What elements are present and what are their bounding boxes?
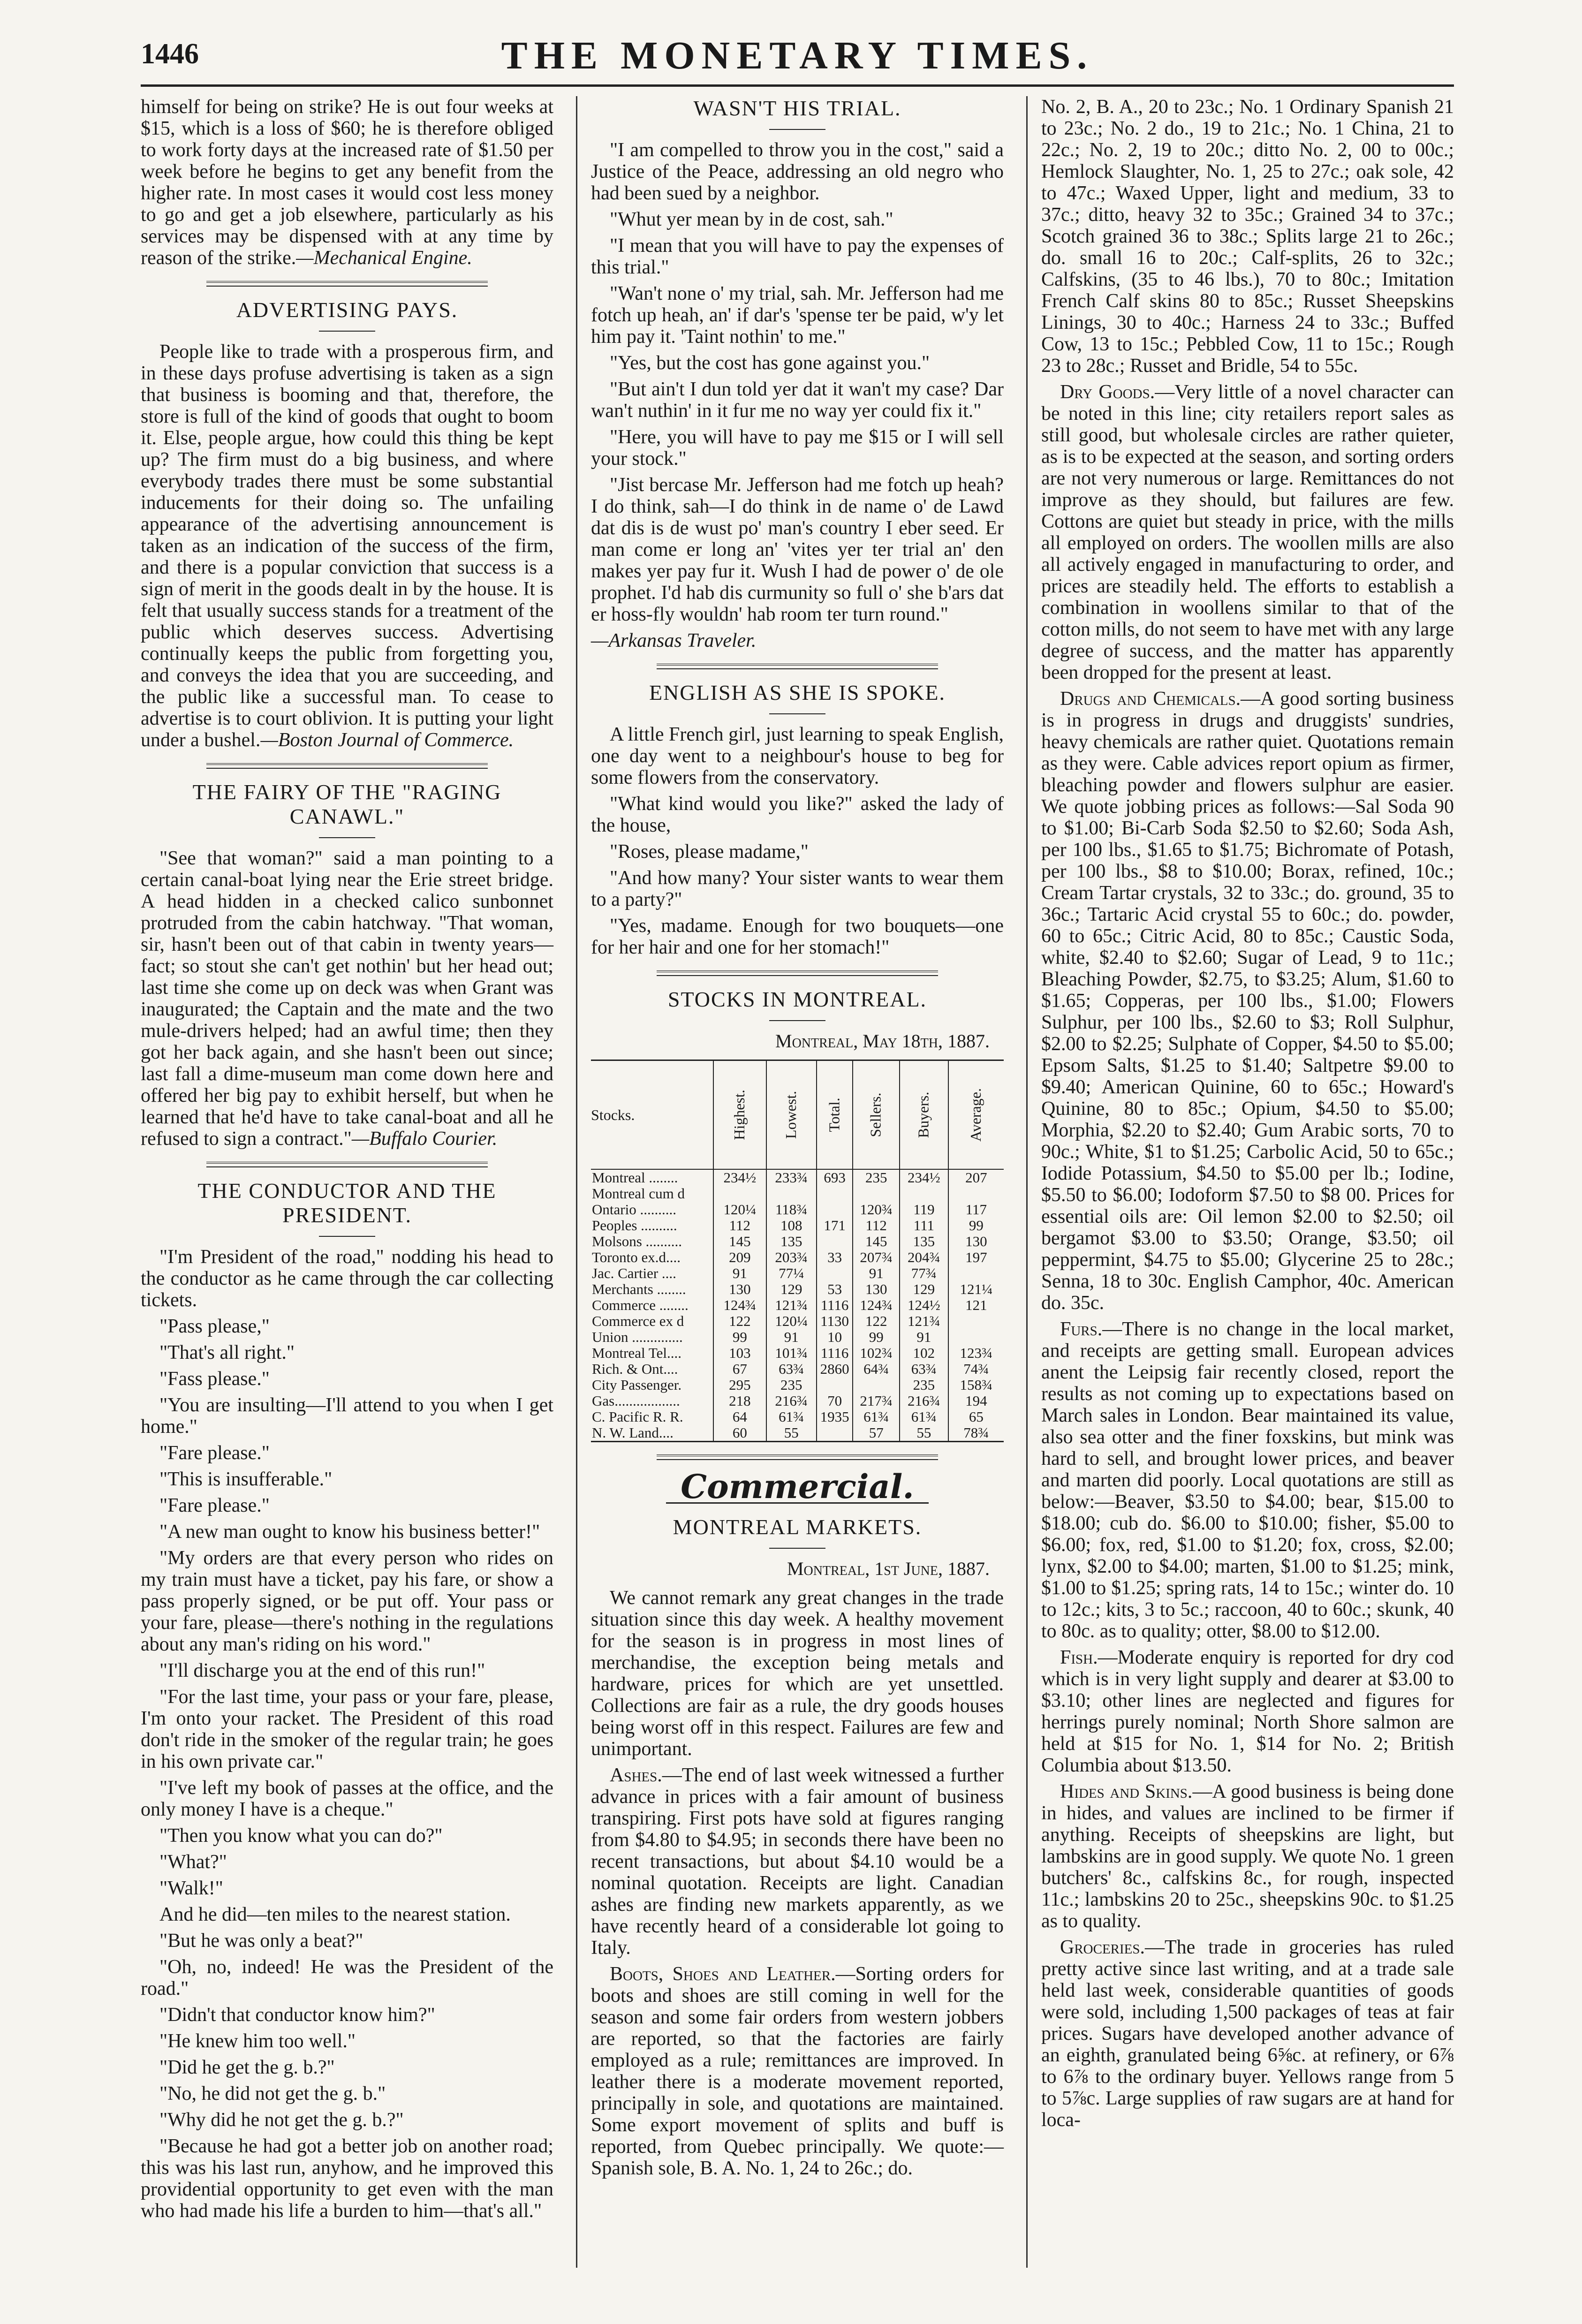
stocks-row <box>591 1361 1004 1377</box>
stocks-cell <box>948 1329 1004 1345</box>
column-divider <box>1026 96 1028 2268</box>
story-line: "A new man ought to know his business better!" <box>159 1521 540 1543</box>
story-line: "Why did he not get the g. b.?" <box>159 2109 404 2131</box>
stocks-cell: 217¾ <box>853 1393 900 1409</box>
stocks-cell: 207 <box>948 1169 1004 1186</box>
fairy-heading: THE FAIRY OF THE "RAGING CANAWL." <box>192 780 502 828</box>
stocks-row <box>591 1345 1004 1361</box>
story-line: "I'll discharge you at the end of this run!" <box>159 1660 485 1681</box>
stocks-heading: STOCKS IN MONTREAL. <box>667 987 927 1011</box>
stocks-cell: 194 <box>948 1393 1004 1409</box>
stocks-header: Highest. <box>713 1060 766 1170</box>
stocks-cell: 77¾ <box>900 1265 948 1281</box>
hides-paragraph: Hides and Skins.—A good business is being done in hides, and values are inclined to be firmer if anything. Receipts of sheepskins are light, but lambskins are in good supply. We quote No. 1 green butchers' 8c., calfskins 8c., for rough, inspected 11c.; lambskins 20 to 25c., sheepskins 90c. to $1.25 as to quality. <box>1041 1781 1454 1932</box>
stocks-cell: C. Pacific R. R. <box>592 1408 683 1425</box>
stocks-cell: 64 <box>713 1409 766 1425</box>
conductor-heading: THE CONDUCTOR AND THE PRESIDENT. <box>197 1179 497 1227</box>
stocks-cell: 207¾ <box>853 1249 900 1265</box>
story-line: "My orders are that every person who rides on my train must have a ticket, pay his fare, or show a pass properly signed, or be put off. Your pass or your fare, please—there's nothing in the regulations about any man's riding on his word." <box>141 1547 553 1655</box>
stocks-row <box>591 1218 1004 1234</box>
markets-date: Montreal, 1st June, 1887. <box>787 1558 990 1579</box>
story-line: "Yes, but the cost has gone against you." <box>610 352 930 374</box>
stocks-cell: 135 <box>900 1234 948 1249</box>
stocks-row <box>591 1313 1004 1329</box>
stocks-cell: 63¾ <box>766 1361 817 1377</box>
section-rule <box>206 1162 488 1167</box>
stocks-cell: 10 <box>817 1329 853 1345</box>
stocks-cell: 65 <box>948 1409 1004 1425</box>
stocks-row <box>591 1281 1004 1297</box>
story-line: "But he was only a beat?" <box>159 1930 363 1952</box>
stocks-cell <box>817 1425 853 1442</box>
story-line: "Fare please." <box>159 1495 270 1516</box>
column-3 <box>1041 96 1454 2135</box>
fish-paragraph: Fish.—Moderate enquiry is reported for dry cod which is in very light supply and dearer at $3.00 to $3.10; other lines are neglected and figures for herrings purely nominal; North Shore salmon are held at $15 for No. 1, $14 for No. 2; British Columbia about $13.50. <box>1041 1647 1454 1776</box>
stocks-header: Total. <box>817 1060 853 1170</box>
story-line: "This is insufferable." <box>159 1469 333 1490</box>
stocks-cell: 60 <box>713 1425 766 1442</box>
stocks-cell: City Passenger. <box>592 1377 682 1393</box>
stocks-cell: 124¾ <box>713 1297 766 1313</box>
story-line: "He knew him too well." <box>159 2030 356 2052</box>
stocks-cell: Montreal ........ <box>592 1169 678 1186</box>
stocks-cell: 53 <box>817 1281 853 1297</box>
stocks-cell: 218 <box>713 1393 766 1409</box>
stocks-cell: 235 <box>900 1377 948 1393</box>
story-line: "Whut yer mean by in de cost, sah." <box>610 209 893 230</box>
stocks-cell: 99 <box>713 1329 766 1345</box>
stocks-cell: 121 <box>948 1297 1004 1313</box>
stocks-header: Average. <box>948 1060 1004 1170</box>
stocks-cell: 124¾ <box>853 1297 900 1313</box>
stocks-cell: 1935 <box>817 1409 853 1425</box>
strike-paragraph: himself for being on strike? He is out four weeks at $15, which is a loss of $60; he is therefore obliged to work forty days at the increased rate of $1.50 per week before he begins to get any benefit from the higher rate. In most cases it would cost less money to go and get a job elsewhere, particularly as his services may be dispensed with at any time by reason of the strike.—Mechanical Engine. <box>141 96 553 269</box>
furs-paragraph: Furs.—There is no change in the local market, and receipts are getting small. European advices anent the Leipsig fair recently closed, report the results as not coming up to expectations based on March sales in London. Bear maintained its value, also sea otter and the finer foxskins, but mink was hard to sell, and brought lower prices, and beaver and marten did poorly. Local quotations are still as below:—Beaver, $3.50 to $4.00; bear, $15.00 to $18.00; cub do. $6.00 to $10.00; fisher, $5.00 to $6.00; fox, red, $1.00 to $1.20; fox, cross, $2.00; lynx, $2.00 to $4.00; marten, $1.00 to $1.25; mink, $1.00 to $1.25; spring rats, 14 to 15c.; winter do. 10 to 12c.; kits, 3 to 5c.; raccoon, 40 to 60c.; skunk, 40 to 80c. as to quality; otter, $8.00 to $12.00. <box>1041 1318 1454 1642</box>
trial-heading: WASN'T HIS TRIAL. <box>693 96 901 120</box>
stocks-cell: 121¾ <box>900 1313 948 1329</box>
stocks-row <box>591 1393 1004 1409</box>
story-line: "What?" <box>159 1851 227 1873</box>
column-1 <box>141 96 553 2226</box>
stocks-cell: 129 <box>900 1281 948 1297</box>
stocks-cell: 63¾ <box>900 1361 948 1377</box>
advertising-paragraph: People like to trade with a prosperous firm, and in these days profuse advertising is taken as a sign that business is booming and that, therefore, the store is full of the kind of goods that ought to boom it. Else, people argue, how could this thing be kept up? The firm must do a big business, and where everybody trades there must be some substantial inducements for their doing so. The unfailing appearance of the advertising announcement is taken as an indication of the success of the firm, and there is a popular conviction that success is a sign of merit in the goods dealt in by the house. It is felt that usually success stands for a treatment of the public which deserves success. Advertising continually keeps the public from forgetting you, and conveys the idea that you are succeeding, and the public like a successful man. To cease to advertise is to court oblivion. It is putting your light under a bushel.—Boston Journal of Commerce. <box>141 341 553 751</box>
stocks-cell: 118¾ <box>766 1202 817 1218</box>
stocks-row <box>591 1186 1004 1202</box>
story-line: "Pass please," <box>159 1316 270 1337</box>
stocks-cell: 108 <box>766 1218 817 1234</box>
stocks-cell <box>900 1186 948 1202</box>
stocks-cell <box>817 1265 853 1281</box>
stocks-cell: 204¾ <box>900 1249 948 1265</box>
story-line: "Fass please." <box>159 1368 270 1390</box>
stocks-cell: 120¼ <box>766 1313 817 1329</box>
stocks-cell: 55 <box>766 1425 817 1442</box>
stocks-cell: 74¾ <box>948 1361 1004 1377</box>
stocks-header: Buyers. <box>900 1060 948 1170</box>
stocks-cell: 235 <box>853 1169 900 1186</box>
stocks-cell <box>853 1377 900 1393</box>
stocks-cell: N. W. Land.... <box>592 1424 674 1441</box>
stocks-cell <box>853 1186 900 1202</box>
stocks-cell: 2860 <box>817 1361 853 1377</box>
stocks-cell: 124½ <box>900 1297 948 1313</box>
stocks-cell: 123¾ <box>948 1345 1004 1361</box>
story-line: "I'm President of the road," nodding his head to the conductor as he came through the car collecting tickets. <box>141 1246 553 1311</box>
story-line: "Then you know what you can do?" <box>159 1825 443 1847</box>
section-rule <box>657 1454 938 1460</box>
stocks-cell: 112 <box>853 1218 900 1234</box>
stocks-cell: 61¾ <box>766 1409 817 1425</box>
stocks-cell: 135 <box>766 1234 817 1249</box>
stocks-cell: 91 <box>766 1329 817 1345</box>
story-line: "I've left my book of passes at the office, and the only money I have is a cheque." <box>141 1777 553 1820</box>
story-line: A little French girl, just learning to speak English, one day went to a neighbour's house to beg for some flowers from the conservatory. <box>591 724 1004 788</box>
stocks-cell: Ontario .......... <box>592 1201 676 1218</box>
stocks-row <box>591 1377 1004 1393</box>
stocks-cell: 99 <box>853 1329 900 1345</box>
stocks-table <box>591 1060 1004 1442</box>
story-line: "But ain't I dun told yer dat it wan't my case? Dar wan't nuthin' in it fur me no way yer could fix it." <box>591 379 1004 422</box>
stocks-cell: 61¾ <box>900 1409 948 1425</box>
stocks-cell: Montreal Tel.... <box>592 1345 681 1361</box>
stocks-header: Lowest. <box>766 1060 817 1170</box>
stocks-cell <box>948 1313 1004 1329</box>
stocks-cell: 64¾ <box>853 1361 900 1377</box>
story-line: "I am compelled to throw you in the cost," said a Justice of the Peace, addressing an old negro who had been sued by a neighbor. <box>591 139 1004 204</box>
ashes-paragraph: Ashes.—The end of last week witnessed a further advance in prices with a fair amount of business transpiring. First pots have sold at figures ranging from $4.80 to $4.95; in seconds there have been no recent transactions, but about $4.10 would be a nominal quotation. Receipts are light. Canadian ashes are finding new markets apparently, as we have recently heard of a considerable lot going to Italy. <box>591 1764 1004 1959</box>
stocks-cell: Jac. Cartier .... <box>592 1265 676 1281</box>
advertising-heading: ADVERTISING PAYS. <box>236 298 458 322</box>
commercial-heading: Commercial. <box>681 1467 914 1506</box>
stocks-row <box>591 1409 1004 1425</box>
story-line: "For the last time, your pass or your fare, please, I'm onto your racket. The President of this road don't ride in the smoker of the regular train; he goes in his own private car." <box>141 1686 553 1772</box>
story-line: And he did—ten miles to the nearest station. <box>159 1904 511 1925</box>
stocks-cell: 171 <box>817 1218 853 1234</box>
stocks-cell: 77¼ <box>766 1265 817 1281</box>
stocks-cell: 197 <box>948 1249 1004 1265</box>
masthead-title: THE MONETARY TIMES. <box>501 34 1094 77</box>
stocks-cell: 145 <box>713 1234 766 1249</box>
stocks-cell <box>817 1377 853 1393</box>
story-line: "Fare please." <box>159 1442 270 1464</box>
column-2 <box>591 96 1004 2184</box>
stocks-cell: 130 <box>713 1281 766 1297</box>
stocks-cell: 112 <box>713 1218 766 1234</box>
trial-attribution: —Arkansas Traveler. <box>591 630 757 651</box>
story-line: "Walk!" <box>159 1877 223 1899</box>
story-line: "Yes, madame. Enough for two bouquets—one for her hair and one for her stomach!" <box>591 915 1004 958</box>
stocks-row <box>591 1265 1004 1281</box>
stocks-cell: 102 <box>900 1345 948 1361</box>
stocks-cell: 119 <box>900 1202 948 1218</box>
english-heading: ENGLISH AS SHE IS SPOKE. <box>649 681 946 704</box>
story-line: "You are insulting—I'll attend to you when I get home." <box>141 1394 553 1438</box>
stocks-cell: 102¾ <box>853 1345 900 1361</box>
story-line: "No, he did not get the g. b." <box>159 2083 386 2104</box>
stocks-cell <box>817 1202 853 1218</box>
section-rule <box>657 664 938 669</box>
stocks-header: Stocks. <box>591 1060 713 1170</box>
story-line: "Roses, please madame," <box>610 841 809 863</box>
stocks-cell: 33 <box>817 1249 853 1265</box>
stocks-cell: 91 <box>900 1329 948 1345</box>
leather-continued: No. 2, B. A., 20 to 23c.; No. 1 Ordinary Spanish 21 to 23c.; No. 2 do., 19 to 21c.; No. 1 China, 21 to 22c.; No. 2, 19 to 20c.; ditto No. 2, 00 to 00c.; Hemlock Slaughter, No. 1, 25 to 27c.; oak sole, 42 to 47c.; Waxed Upper, light and medium, 33 to 37c.; ditto, heavy 32 to 35c.; Grained 34 to 37c.; Scotch grained 36 to 38c.; Splits large 21 to 26c.; do. small 16 to 20c.; Calf-splits, 26 to 32c.; Calfskins, (35 to 46 lbs.), 70 to 80c.; Imitation French Calf skins 80 to 85c.; Russet Sheepskins Linings, 30 to 40c.; Harness 24 to 33c.; Buffed Cow, 13 to 15c.; Pebbled Cow, 11 to 15c.; Rough 23 to 28c.; Russet and Bridle, 54 to 55c. <box>1041 96 1454 377</box>
stocks-cell: 234½ <box>713 1169 766 1186</box>
stocks-cell: 67 <box>713 1361 766 1377</box>
groceries-paragraph: Groceries.—The trade in groceries has ruled pretty active since last writing, and at a trade sale held last week, considerable quantities of goods were sold, including 1,500 packages of teas at fair prices. Sugars have developed another advance of an eighth, granulated being 6⅝c. at refinery, or 6⅞ to 6⅞ to the ordinary buyer. Yellows range from 5 to 5⅞c. Large supplies of raw sugars are at hand for loca- <box>1041 1937 1454 2131</box>
story-line: "Did he get the g. b.?" <box>159 2057 335 2078</box>
stocks-cell: 78¾ <box>948 1425 1004 1442</box>
section-rule <box>206 281 488 287</box>
stocks-cell: 122 <box>713 1313 766 1329</box>
markets-heading: MONTREAL MARKETS. <box>673 1515 922 1539</box>
stocks-cell: 209 <box>713 1249 766 1265</box>
stocks-cell: 57 <box>853 1425 900 1442</box>
dry-goods-paragraph: Dry Goods.—Very little of a novel character can be noted in this line; city retailers report sales as still good, but wholesale circles are rather quieter, as is to be expected at the season, and sorting orders are not very numerous or large. Remittances do not improve as they should, but failures are few. Cottons are quiet but steady in price, with the mills all employed on orders. The woollen mills are also all actively engaged in manufacturing to order, and prices are steadily held. The efforts to establish a combination in woollens similar to that of the cotton mills, do not seem to have met with any large degree of success, and the matter has apparently been dropped for the present at least. <box>1041 381 1454 683</box>
stocks-row <box>591 1202 1004 1218</box>
stocks-cell: 111 <box>900 1218 948 1234</box>
stocks-cell: 158¾ <box>948 1377 1004 1393</box>
stocks-cell: 1116 <box>817 1345 853 1361</box>
stocks-cell: 55 <box>900 1425 948 1442</box>
stocks-cell: 120¾ <box>853 1202 900 1218</box>
stocks-cell: Commerce ex d <box>592 1313 684 1329</box>
stocks-cell <box>766 1186 817 1202</box>
story-line: "Jist bercase Mr. Jefferson had me fotch up heah? I do think, sah—I do think in de name o' de Lawd dat dis is de wust po' man's country I eber seed. Er man come er long an' 'vites yer ter trial an' den makes yer pay fur it. Wush I had de power o' de ole prophet. I'd hab dis curmunity so full o' she b'ars dat er hoss-fly wouldn' hab room ter turn round." <box>591 474 1004 625</box>
stocks-cell: 91 <box>713 1265 766 1281</box>
trial-story <box>591 139 1004 625</box>
stocks-cell <box>713 1186 766 1202</box>
stocks-cell: 91 <box>853 1265 900 1281</box>
stocks-cell: 295 <box>713 1377 766 1393</box>
stocks-row <box>591 1297 1004 1313</box>
stocks-cell: Toronto ex.d.... <box>592 1249 681 1265</box>
stocks-cell: 122 <box>853 1313 900 1329</box>
story-line: "Here, you will have to pay me $15 or I will sell your stock." <box>591 426 1004 469</box>
stocks-cell: Gas.................. <box>592 1393 680 1409</box>
drugs-paragraph: Drugs and Chemicals.—A good sorting business is in progress in drugs and druggists' sundries, heavy chemicals are rather quiet. Quotations remain as they were. Cable advices report opium as firmer, bleaching powder and flowers sulphur are easier. We quote jobbing prices as follows:—Sal Soda 90 to $1.00; Bi-Carb Soda $2.50 to $2.60; Soda Ash, per 100 lbs., $1.65 to $1.75; Bichromate of Potash, per 100 lbs., $8 to $10.00; Borax, refined, 10c.; Cream Tartar crystals, 32 to 33c.; do. ground, 35 to 36c.; Tartaric Acid crystal 55 to 60c.; do. powder, 60 to 65c.; Citric Acid, 80 to 85c.; Caustic Soda, white, $2.40 to $2.60; Sugar of Lead, 9 to 11c.; Bleaching Powder, $2.75, to $3.25; Alum, $1.60 to $1.65; Copperas, per 100 lbs., $1.00; Flowers Sulphur, per 100 lbs., $2.60 to $3; Roll Sulphur, $2.00 to $2.25; Sulphate of Copper, $4.50 to $5.00; Epsom Salts, $1.25 to $1.40; Saltpetre $9.00 to $9.40; American Quinine, 60 to 65c.; Howard's Quinine, 80 to 85c.; Opium, $4.50 to $5.00; Morphia, $2.20 to $2.40; Gum Arabic sorts, 70 to 90c.; White, $1 to $1.25; Carbolic Acid, 50 to 65c.; Iodide Potassium, $4.50 to $5.00 per lb.; Iodine, $5.50 to $6.00; Iodoform $7.50 to $8 00. Prices for essential oils are: Oil lemon $2.00 to $2.50; oil bergamot $3.00 to $3.50; Orange, $3.50; oil peppermint, $4.75 to $5.00; Glycerine 25 to 28c.; Senna, 18 to 30c. English Camphor, 40c. American do. 35c. <box>1041 688 1454 1314</box>
story-line: "Because he had got a better job on another road; this was his last run, anyhow, and he improved this providential opportunity to get even with the man who had made his life a burden to him—that's all." <box>141 2135 553 2222</box>
column-divider <box>576 96 577 2268</box>
stocks-cell: 130 <box>853 1281 900 1297</box>
stocks-row <box>591 1169 1004 1186</box>
stocks-cell: 120¼ <box>713 1202 766 1218</box>
story-line: "That's all right." <box>159 1342 295 1363</box>
story-line: "I mean that you will have to pay the expenses of this trial." <box>591 235 1004 278</box>
story-line: "And how many? Your sister wants to wear them to a party?" <box>591 867 1004 910</box>
stocks-cell: 216¾ <box>900 1393 948 1409</box>
story-line: "Wan't none o' my trial, sah. Mr. Jefferson had me fotch up heah, an' if dar's 'spense ter be paid, w'y let him pay it. 'Taint nothin' to me." <box>591 283 1004 348</box>
stocks-cell: 121¼ <box>948 1281 1004 1297</box>
stocks-row <box>591 1249 1004 1265</box>
stocks-cell: 1130 <box>817 1313 853 1329</box>
stocks-cell: 129 <box>766 1281 817 1297</box>
conductor-story <box>141 1246 553 2222</box>
markets-intro: We cannot remark any great changes in the trade situation since this day week. A healthy movement for the season is in progress in most lines of merchandise, the exception being metals and hardware, prices for which are yet unsettled. Collections are fair as a rule, the dry goods houses being worst off in this respect. Failures are few and unimportant. <box>591 1587 1004 1760</box>
stocks-cell: 101¾ <box>766 1345 817 1361</box>
story-line: "Didn't that conductor know him?" <box>159 2004 435 2026</box>
stocks-cell: Peoples .......... <box>592 1217 677 1234</box>
stocks-cell <box>817 1234 853 1249</box>
stocks-cell: 121¾ <box>766 1297 817 1313</box>
stocks-cell: Union .............. <box>592 1329 683 1345</box>
stocks-cell <box>817 1186 853 1202</box>
stocks-row <box>591 1329 1004 1345</box>
story-line: "Oh, no, indeed! He was the President of the road." <box>141 1956 553 1999</box>
stocks-cell: 1116 <box>817 1297 853 1313</box>
stocks-cell: 70 <box>817 1393 853 1409</box>
english-story <box>591 724 1004 958</box>
stocks-cell: 103 <box>713 1345 766 1361</box>
stocks-header: Sellers. <box>853 1060 900 1170</box>
stocks-cell: 99 <box>948 1218 1004 1234</box>
stocks-cell: 233¾ <box>766 1169 817 1186</box>
stocks-cell: 117 <box>948 1202 1004 1218</box>
page-number: 1446 <box>141 38 199 70</box>
stocks-cell: 130 <box>948 1234 1004 1249</box>
stocks-cell <box>948 1265 1004 1281</box>
stocks-cell: 216¾ <box>766 1393 817 1409</box>
stocks-cell: 235 <box>766 1377 817 1393</box>
stocks-date: Montreal, May 18th, 1887. <box>775 1030 990 1052</box>
stocks-cell: 234½ <box>900 1169 948 1186</box>
stocks-row <box>591 1425 1004 1442</box>
stocks-cell: Rich. & Ont.... <box>592 1361 678 1377</box>
stocks-cell: Merchants ........ <box>592 1281 686 1297</box>
stocks-row <box>591 1234 1004 1249</box>
page-header <box>141 33 1454 87</box>
story-line: "What kind would you like?" asked the lady of the house, <box>591 793 1004 836</box>
stocks-cell: 61¾ <box>853 1409 900 1425</box>
stocks-cell: Molsons .......... <box>592 1233 682 1249</box>
fairy-paragraph: "See that woman?" said a man pointing to a certain canal-boat lying near the Erie street bridge. A head hidden in a checked calico sunbonnet protruded from the cabin hatchway. "That woman, sir, hasn't been out of that cabin in twenty years—fact; so stout she can't get nothin' but her head out; last time she come up on deck was when Grant was inaugurated; the Captain and the mate and the two mule-drivers helped; had an awful time; then they got her back again, and she hasn't been out since; last fall a dime-museum man come down here and offered her big pay to exhibit herself, but when he learned that he'd have to take canal-boat and all he refused to sign a contract."—Buffalo Courier. <box>141 848 553 1150</box>
section-rule <box>657 970 938 976</box>
stocks-cell: 203¾ <box>766 1249 817 1265</box>
stocks-cell: 693 <box>817 1169 853 1186</box>
stocks-cell: Commerce ........ <box>592 1297 689 1313</box>
stocks-cell <box>948 1186 1004 1202</box>
stocks-cell: 145 <box>853 1234 900 1249</box>
section-rule <box>206 763 488 769</box>
stocks-cell: Montreal cum d <box>592 1185 685 1202</box>
boots-paragraph: Boots, Shoes and Leather.—Sorting orders for boots and shoes are still coming in well for the season and some fair orders from western jobbers are reported, so that the factories are fairly employed as a rule; remittances are improved. In leather there is a moderate movement reported, principally in sole, and quotations are maintained. Some export movement of splits and buff is reported, from Quebec principally. We quote:—Spanish sole, B. A. No. 1, 24 to 26c.; do. <box>591 1963 1004 2179</box>
